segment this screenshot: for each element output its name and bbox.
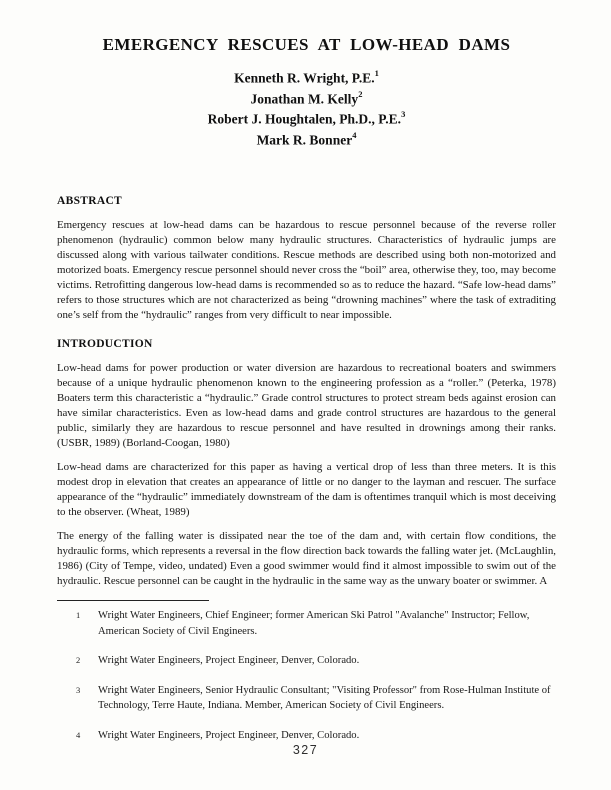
footnote-text: Wright Water Engineers, Project Engineer, Denver, Colorado. — [98, 729, 360, 741]
author-line — [57, 66, 556, 87]
footnote-row — [57, 608, 556, 639]
footnote-text: Wright Water Engineers, Project Engineer, Denver, Colorado. — [98, 655, 360, 666]
footnote-number: 2 — [76, 655, 81, 665]
author-line — [57, 87, 556, 108]
footnote-row — [57, 683, 556, 714]
footnote-block — [57, 608, 556, 743]
author-footnote-marker: 1 — [374, 68, 379, 78]
author-name: Kenneth R. Wright, P.E. — [234, 70, 375, 86]
author-name: Jonathan M. Kelly — [250, 91, 359, 106]
author-footnote-marker: 3 — [401, 109, 406, 119]
author-line — [57, 107, 556, 128]
page-content — [57, 0, 556, 743]
author-block — [57, 66, 556, 148]
paper-title: EMERGENCY RESCUES AT LOW-HEAD DAMS — [102, 35, 511, 54]
author-line — [57, 128, 556, 149]
introduction-paragraph: Low-head dams are characterized for this paper as having a vertical drop of less than three meters. It is this modest drop in elevation that creates an appearance of little or no danger to the layman and rescuer. The surface appearance of the “hydraulic” immediately downstream of the dam is oftentimes tranquil which is most deceiving to the observer. (Wheat, 1989) — [57, 461, 556, 518]
author-footnote-marker: 4 — [352, 129, 357, 140]
page-number: 327 — [292, 743, 319, 757]
author-name: Robert J. Houghtalen, Ph.D., P.E. — [207, 111, 402, 127]
introduction-paragraph: Low-head dams for power production or water diversion are hazardous to recreational boaters and swimmers because of a unique hydraulic phenomenon known to the engineering profession as a “roller.” (Peterka, 1978) Boaters term this characteristic a “hydraulic.” Grade control structures to protect stream beds against erosion can have similar characteristics. Even as low-head dams and grade control structures are hazardous to the general public, similarly they are hazardous to rescue personnel and have resulted in drownings among their ranks. (USBR, 1989) (Borland-Coogan, 1980) — [57, 362, 556, 449]
footnote-row — [57, 653, 556, 669]
author-name: Mark R. Bonner — [256, 132, 353, 147]
footnote-number: 3 — [76, 684, 81, 695]
abstract-paragraph: Emergency rescues at low-head dams can be hazardous to rescue personnel because of the reverse roller phenomenon (hydraulic) common below many hydraulic structures. Characteristics of hydraulic jumps are discussed along with various tailwater conditions. Rescue methods are described using both non-motorized and motorized boats. Emergency rescue personnel should never cross the “boil” area, otherwise they, too, may become victims. Retrofitting dangerous low-head dams is recommended so as to reduce the hazard. “Safe low-head dams” refers to those structures which are not characterized as being “drowning machines” where the task of extraditing one’s self from the “hydraulic” ranges from very difficult to near impossible. — [57, 219, 556, 321]
footnote-text: Wright Water Engineers, Chief Engineer; former American Ski Patrol "Avalanche" Instructor; Fellow, American Society of Civil Engineers. — [98, 610, 530, 637]
abstract-heading: ABSTRACT — [57, 195, 123, 207]
footnote-text: Wright Water Engineers, Senior Hydraulic Consultant; "Visiting Professor" from Rose-Hulman Institute of Technology, Terre Haute, Indiana. Member, American Society of Civil Engineers. — [98, 684, 551, 711]
footnote-number: 1 — [76, 610, 81, 620]
footnote-number: 4 — [76, 729, 81, 740]
introduction-paragraph: The energy of the falling water is dissipated near the toe of the dam and, with certain flow conditions, the hydraulic forms, which represents a reversal in the flow direction back towards the falling water jet. (McLaughlin, 1986) (City of Tempe, video, undated) Even a good swimmer would find it almost impossible to swim out of the hydraulic. Rescue personnel can be caught in the hydraulic in the same way as the unwary boater or swimmer. A — [57, 530, 556, 587]
author-footnote-marker: 2 — [358, 88, 363, 99]
introduction-heading: INTRODUCTION — [57, 338, 153, 350]
footnote-row — [57, 728, 556, 744]
footnote-separator-rule — [57, 600, 209, 601]
